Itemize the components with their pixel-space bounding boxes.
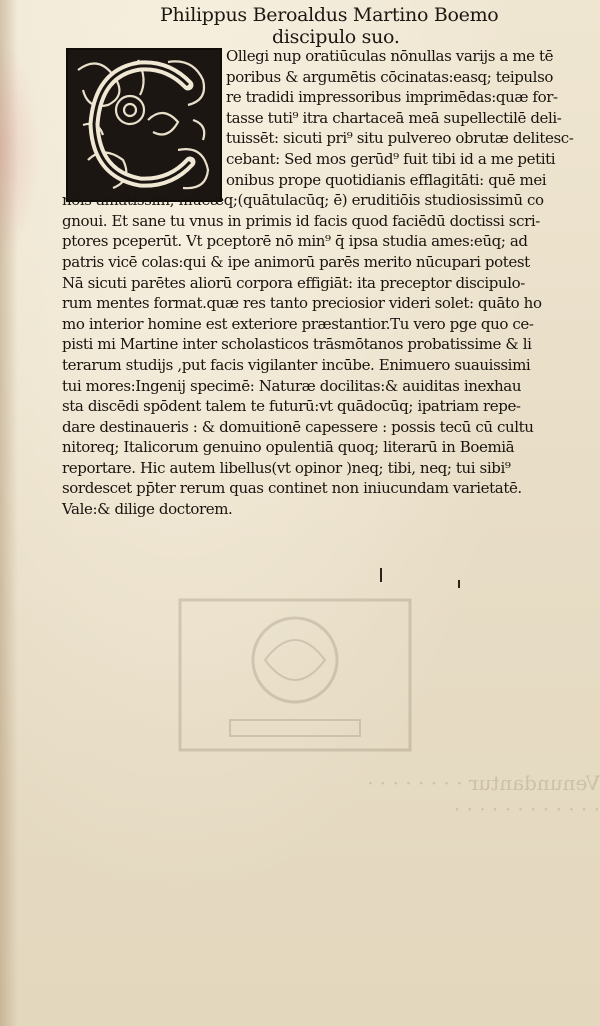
text-line: cebant: Sed mos gerūd⁹ fuit tibi id a me petiti xyxy=(226,149,556,168)
text-line: Vale:& dilige doctorem. xyxy=(62,500,233,519)
text-line: tasse tuti⁹ itra chartaceā meā supellectilē deli- xyxy=(226,108,562,127)
letter-body xyxy=(62,46,597,520)
text-line: gnoui. Et sane tu vnus in primis id facis quod faciēdū doctissi scri- xyxy=(62,211,540,230)
text-line: nitoreq; Italicorum genuino opulentiā quoq; literarū in Boemiā xyxy=(62,438,515,457)
header-line-2: discipulo suo. xyxy=(272,26,400,48)
show-through-stamp xyxy=(170,590,420,770)
ink-mark xyxy=(458,580,460,588)
text-line: dare destinaueris : & domuitionē capessere : possis tecū cū cultu xyxy=(62,417,534,436)
text-line: tui mores:Ingenij specimē: Naturæ docilitas:& auiditas inexhau xyxy=(62,376,522,395)
text-line: ptores pceperūt. Vt pceptorē nō min⁹ q̄ ipsa studia ames:eūq; ad xyxy=(62,232,528,251)
text-line: mo interior homine est exteriore præstantior.Tu vero pge quo ce- xyxy=(62,314,534,333)
text-line: re tradidi impressoribus imprimēdas:quæ for- xyxy=(226,88,558,107)
ink-mark xyxy=(380,568,382,582)
text-line: sordescet pp̄ter rerum quas continet non iniucundam varietatē. xyxy=(62,479,522,498)
text-line: Nā sicuti parētes aliorū corpora effigiāt: ita preceptor discipulo- xyxy=(62,273,525,292)
text-line: nōis amātissim, mūeæq;(quātulacūq; ē) eruditiōis studiosissimū co xyxy=(62,191,544,210)
text-line: poribus & argumētis cōcinatas:easq; teipulso xyxy=(226,67,554,86)
header-line-1: Philippus Beroaldus Martino Boemo xyxy=(160,4,499,26)
text-line: onibus prope quotidianis efflagitāti: quē mei xyxy=(226,170,547,189)
text-line: sta discēdi spōdent talem te futurū:vt quādocūq; ipatriam repe- xyxy=(62,397,521,416)
text-line: rum mentes format.quæ res tanto preciosior videri solet: quāto ho xyxy=(62,294,542,313)
text-line: tuissēt: sicuti pri⁹ situ pulvereo obrutæ delitesc- xyxy=(226,129,574,148)
show-through-text: Venundantur · · · · · · · · · · · · · · · · · · · · xyxy=(367,771,600,821)
text-line: terarum studijs ,put facis vigilanter incūbe. Enimuero suauissimi xyxy=(62,355,531,374)
text-line: reportare. Hic autem libellus(vt opinor )neq; tibi, neq; tui sibi⁹ xyxy=(62,458,511,477)
text-line: pisti mi Martine inter scholasticos trāsmōtanos probatissime & li xyxy=(62,335,532,354)
page-stain xyxy=(0,40,40,260)
text-line: Ollegi nup oratiūculas nōnullas varijs a me tē xyxy=(226,47,554,65)
page-header xyxy=(160,4,520,48)
text-line: patris vicē colas:qui & ipe animorū parēs merito nūcupari potest xyxy=(62,252,530,271)
